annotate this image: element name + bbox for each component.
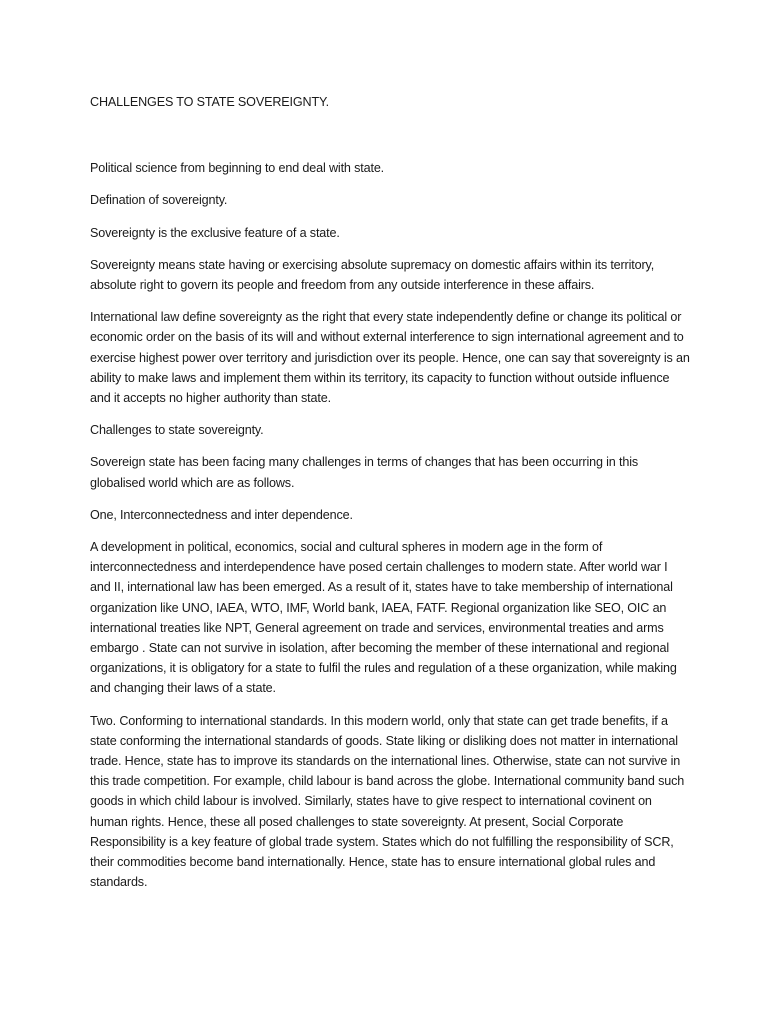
- paragraph-definition-heading: Defination of sovereignty.: [90, 193, 228, 208]
- paragraph-interdependence: A development in political, economics, social and cultural spheres in modern age in the form of interconnectedness and interdependence have posed certain challenges to modern state. After world war I and II, international law has been emerged. As a result of it, states have to take membership of international organization like UNO, IAEA, WTO, IMF, World bank, IAEA, FATF. Regional organization like SEO, OIC an international treaties like NPT, General agreement on trade and services, environmental treaties and arms embargo . State can not survive in isolation, after becoming the member of these international and regional organizations, it is obligatory for a state to fulfil the rules and regulation of a these organization, while making and changing their laws of a state.: [90, 540, 677, 696]
- paragraph-exclusive-feature: Sovereignty is the exclusive feature of a state.: [90, 225, 340, 240]
- paragraph-international-standards: Two. Conforming to international standards. In this modern world, only that state can get trade benefits, if a state conforming the international standards of goods. State liking or disliking does not matter in international trade. Hence, state has to improve its standards on the international lines. Otherwise, state can not survive in this trade competition. For example, child labour is band across the globe. International community band such goods in which child labour is involved. Similarly, states have to give respect to international covinent on human rights. Hence, these all posed challenges to state sovereignty. At present, Social Corporate Responsibility is a key feature of global trade system. States which do not fulfilling the responsibility of SCR, their commodities become band internationally. Hence, state has to ensure international global rules and standards.: [90, 713, 685, 890]
- document-title: CHALLENGES TO STATE SOVEREIGNTY.: [90, 95, 329, 109]
- paragraph-challenges-intro: Sovereign state has been facing many challenges in terms of changes that has been occurring in this globalised world which are as follows.: [90, 455, 639, 490]
- paragraph-international-law: International law define sovereignty as the right that every state independently define or change its political or economic order on the basis of its will and without external interference to sign international agreement and to exercise highest power over territory and jurisdiction over its people. Hence, one can say that sovereignty is an ability to make laws and implement them within its territory, its capacity to function without outside influence and it accepts no higher authority than state.: [90, 310, 690, 406]
- paragraph-intro: Political science from beginning to end deal with state.: [90, 161, 385, 176]
- document-body: [90, 92, 690, 905]
- paragraph-sovereignty-meaning: Sovereignty means state having or exercising absolute supremacy on domestic affairs within its territory, absolute right to govern its people and freedom from any outside interference in these affairs.: [90, 257, 655, 293]
- paragraph-point-one-heading: One, Interconnectedness and inter dependence.: [90, 507, 353, 522]
- paragraph-challenges-heading: Challenges to state sovereignty.: [90, 423, 264, 438]
